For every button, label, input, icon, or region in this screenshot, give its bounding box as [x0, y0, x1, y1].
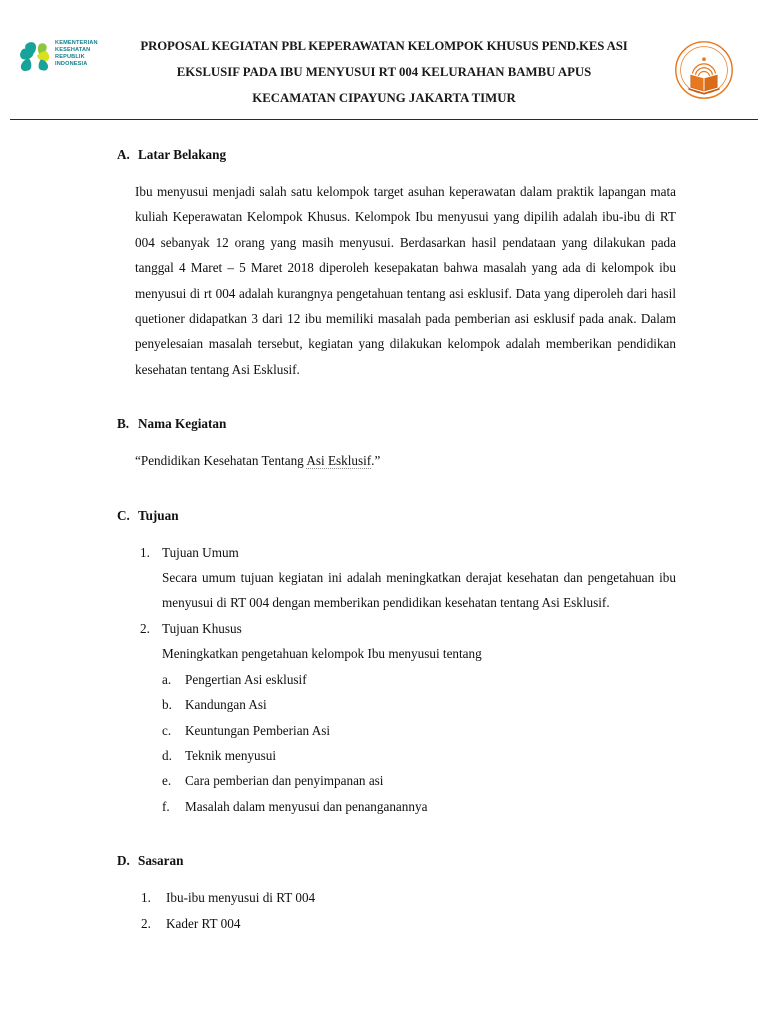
section-d-heading — [0, 853, 768, 869]
section-d-marker: D. — [117, 853, 130, 869]
kemenkes-logo — [16, 36, 98, 78]
title-line-3: KECAMATAN CIPAYUNG JAKARTA TIMUR — [252, 91, 516, 105]
section-sasaran — [0, 853, 768, 936]
section-a-paragraph: Ibu menyusui menjadi salah satu kelompok target asuhan keperawatan dalam praktik lapangan mata kuliah Keperawatan Kelompok Khusus. Kelompok Ibu menyusui yang dipilih adalah ibu-ibu di RT 004 sebanyak 12 orang yang masih menyusui. Berdasarkan hasil pendataan yang dilakukan pada tanggal 4 Maret – 5 Maret 2018 diperoleh kesepakatan bahwa masalah yang ada di kelompok ibu menyusui di rt 004 adalah kurangnya pengetahuan tentang asi esklusif. Data yang diperoleh dari hasil quetioner didapatkan 3 dari 12 ibu memiliki masalah pada pemberian asi esklusif pada anak. Dalam penyelesaian masalah tersebut, kegiatan yang dilakukan kelompok adalah memberikan pendidikan kesehatan tentang Asi Esklusif. — [135, 184, 676, 377]
sasaran-item-2-number: 2. — [141, 915, 151, 931]
sasaran-item-1-label: Ibu-ibu menyusui di RT 004 — [166, 890, 316, 906]
section-nama-kegiatan — [0, 416, 768, 473]
section-b-value — [0, 448, 768, 473]
kemenkes-text-line1: KEMENTERIAN — [55, 40, 98, 46]
tujuan-item-1-body: Secara umum tujuan kegiatan ini adalah meningkatkan derajat kesehatan dan pengetahuan ibu menyusui di RT 004 dengan memberikan pendidikan kesehatan tentang Asi Esklusif. — [162, 570, 676, 611]
header-divider — [10, 119, 758, 120]
tujuan-khusus-item-e-number: e. — [162, 773, 172, 789]
tujuan-item-1-label: Tujuan Umum — [162, 544, 239, 560]
section-d-title: Sasaran — [138, 853, 184, 869]
tujuan-khusus-item-f-label: Masalah dalam menyusui dan penanganannya — [185, 798, 428, 814]
tujuan-khusus-item-a — [0, 667, 768, 692]
section-b-value-misspelled: Asi Esklusif — [306, 453, 372, 469]
tujuan-item-1 — [0, 540, 768, 565]
poltekkes-logo — [674, 40, 734, 100]
tujuan-khusus-item-d — [0, 743, 768, 768]
section-b-title: Nama Kegiatan — [138, 416, 227, 432]
section-b-heading — [0, 416, 768, 432]
section-b-value-prefix: “Pendidikan Kesehatan Tentang — [135, 453, 307, 469]
kemenkes-text-line2: KESEHATAN — [55, 47, 91, 54]
tujuan-item-2-number: 2. — [140, 620, 150, 636]
sasaran-item-1 — [0, 885, 768, 910]
tujuan-khusus-item-a-label: Pengertian Asi esklusif — [185, 671, 307, 687]
tujuan-khusus-item-c-number: c. — [162, 722, 172, 738]
section-a-marker: A. — [117, 147, 130, 162]
tujuan-khusus-item-b-number: b. — [162, 697, 172, 713]
tujuan-khusus-item-c — [0, 718, 768, 743]
tujuan-khusus-item-e — [0, 768, 768, 793]
title-line-2: EKSLUSIF PADA IBU MENYUSUI RT 004 KELURAHAN BAMBU APUS — [176, 65, 592, 79]
sasaran-item-2 — [0, 911, 768, 936]
section-c-marker: C. — [117, 507, 130, 523]
tujuan-khusus-item-d-number: d. — [162, 747, 172, 763]
tujuan-khusus-item-f-number: f. — [162, 798, 170, 814]
tujuan-khusus-item-f — [0, 794, 768, 819]
section-c-heading — [0, 508, 768, 524]
tujuan-khusus-item-b — [0, 692, 768, 717]
section-a-title: Latar Belakang — [138, 147, 227, 162]
sasaran-item-2-label: Kader RT 004 — [166, 915, 241, 931]
tujuan-khusus-item-a-number: a. — [162, 671, 172, 687]
tujuan-item-2-body: Meningkatkan pengetahuan kelompok Ibu menyusui tentang — [162, 646, 482, 662]
title-line-1: PROPOSAL KEGIATAN PBL KEPERAWATAN KELOMPOK KHUSUS PEND.KES ASI — [140, 39, 628, 53]
tujuan-item-1-number: 1. — [140, 544, 150, 560]
kemenkes-text-line3: REPUBLIK — [55, 54, 85, 61]
document-header — [0, 0, 768, 122]
kemenkes-logo-text — [55, 40, 98, 68]
section-a-heading — [0, 147, 768, 163]
section-c-title: Tujuan — [138, 507, 179, 523]
kemenkes-petal-mark — [16, 38, 54, 76]
tujuan-khusus-item-b-label: Kandungan Asi — [185, 697, 267, 713]
section-latar-belakang — [0, 147, 768, 382]
tujuan-item-2 — [0, 616, 768, 641]
tujuan-khusus-item-e-label: Cara pemberian dan penyimpanan asi — [185, 773, 384, 789]
section-b-value-suffix: .” — [371, 453, 381, 469]
tujuan-item-2-label: Tujuan Khusus — [162, 620, 242, 636]
tujuan-khusus-item-d-label: Teknik menyusui — [185, 747, 277, 763]
section-tujuan — [0, 508, 768, 819]
tujuan-khusus-item-c-label: Keuntungan Pemberian Asi — [185, 722, 331, 738]
sasaran-item-1-number: 1. — [141, 890, 151, 906]
kemenkes-text-line4: INDONESIA — [55, 61, 88, 68]
section-b-marker: B. — [117, 416, 130, 432]
document-body — [0, 122, 768, 936]
document-title — [96, 33, 672, 111]
